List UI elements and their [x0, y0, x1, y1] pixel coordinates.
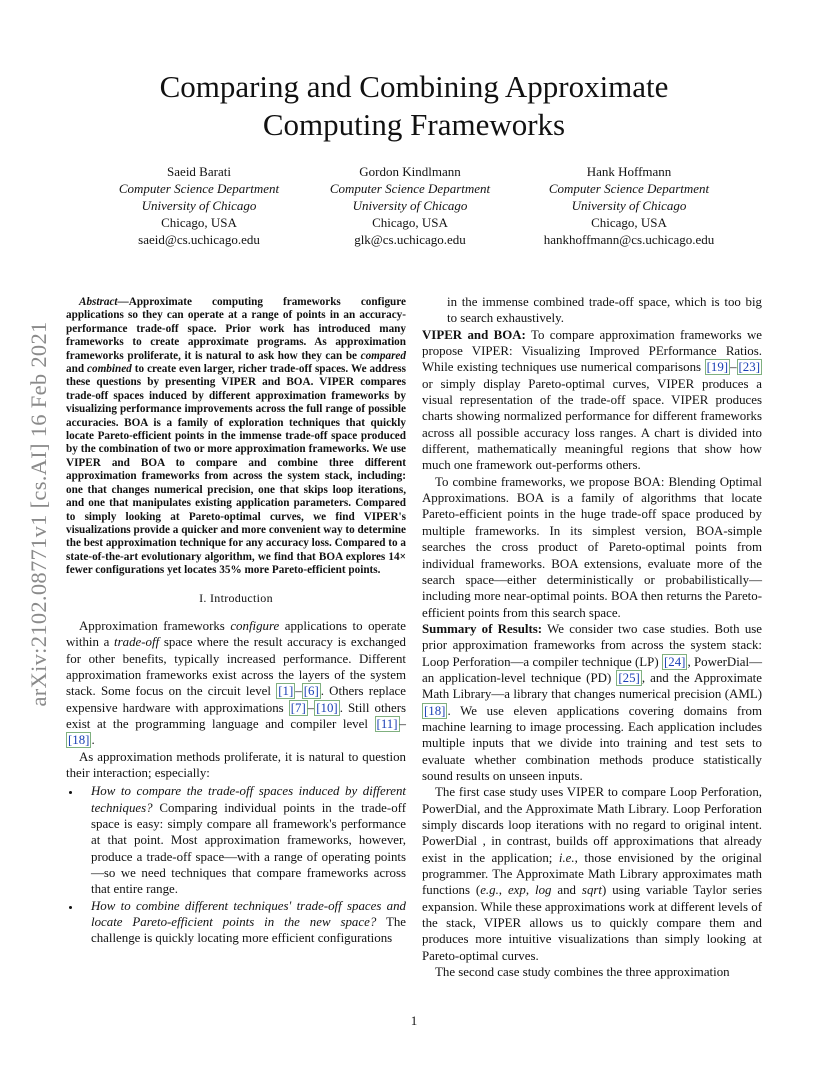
citation-link[interactable]: [18] — [424, 703, 446, 718]
text: – — [295, 684, 302, 699]
emphasis: e.g., — [480, 883, 503, 898]
question-list-item — [81, 783, 406, 897]
author-univ: University of Chicago — [141, 198, 257, 213]
boa-paragraph: To combine frameworks, we propose BOA: Blending Optimal Approximations. BOA is a family of algorithms that locate Pareto-efficient points in the huge trade-off space produced by multiple frameworks. In its simplest version, BOA-simple searches the cross product of Pareto-optimal points from individual frameworks. BOA extensions, evaluate more of the search space—either deterministically or probabilistically—including more near-optimal points. BOA then returns the Pareto-efficient points from this search space. — [422, 474, 762, 620]
intro-paragraph-1 — [66, 618, 406, 749]
intro-paragraph-2: As approximation methods proliferate, it is natural to question their interaction; especially: — [66, 749, 406, 780]
text: – — [730, 360, 737, 375]
author-dept: Computer Science Department — [548, 181, 710, 196]
arxiv-stamp — [22, 296, 56, 732]
citation-link[interactable]: [25] — [618, 670, 640, 685]
summary-paragraph — [422, 621, 762, 784]
case-study-1-paragraph — [422, 784, 762, 964]
author-location: Chicago, USA — [161, 215, 237, 230]
text: ) using variable Taylor series expansion. While these approximations work at different levels of the stack, VIPER allows us to quickly compare them and produces more intuitive visualizations than simply looking at Pareto-optimal curves. — [422, 883, 762, 963]
citation-link[interactable]: [7] — [290, 700, 306, 715]
author-email: hankhoffmann@cs.uchicago.edu — [543, 232, 715, 247]
text: Comparing individual points in the trade-off space is easy: simply compare all framework's performance at that point. Most approximation frameworks, however, produce a trade-off space—with a range of operating points—so we need techniques that compare frameworks across that entire range. — [91, 800, 406, 897]
bullet-continuation-spacer: in the immense combined trade-off space, which is too big to search exhaustively. — [447, 295, 762, 326]
text: space where the result accuracy is exchanged for other benefits, typically increased performance. Different approximation frameworks exist across the layers of the system stack. Some focus on the circuit level — [66, 635, 406, 699]
abstract-text: —Approximate computing frameworks configure applications so they can operate at a range of points in an accuracy-performance trade-off space. Prior work has introduced many frameworks to create approximate programs. As approximation frameworks proliferate, it is natural to ask how they can be — [66, 296, 406, 362]
citation-link[interactable]: [10] — [316, 700, 338, 715]
math-function: sqrt — [581, 883, 602, 898]
text: We consider two case studies. Both use prior approximation frameworks from across the system stack: Loop Perforation—a compiler technique (LP) — [422, 621, 763, 669]
abstract — [66, 296, 406, 578]
author-dept: Computer Science Department — [329, 181, 491, 196]
citation-link[interactable]: [24] — [663, 654, 686, 669]
text: . — [91, 733, 95, 748]
author-block-2 — [295, 163, 525, 248]
paragraph-heading: VIPER and BOA: — [422, 327, 526, 342]
text: . Others replace expensive hardware with approximations — [66, 684, 406, 715]
math-function: log — [534, 883, 552, 898]
citation-link[interactable]: [11] — [376, 716, 398, 731]
author-univ: University of Chicago — [352, 198, 468, 213]
text: Approximation frameworks — [79, 618, 231, 633]
abstract-emphasis: compared — [360, 349, 406, 362]
question-text: How to compare the trade-off spaces induced by different techniques? — [91, 784, 406, 815]
emphasis: trade-off — [114, 635, 160, 650]
case-study-2-paragraph: The second case study combines the three approximation — [435, 965, 730, 980]
paper-title — [0, 68, 828, 144]
author-univ: University of Chicago — [571, 198, 687, 213]
citation-link[interactable]: [1] — [278, 684, 294, 699]
arxiv-stamp-text: arXiv:2102.08771v1 [cs.AI] 16 Feb 2021 — [26, 321, 51, 707]
right-column — [422, 294, 762, 980]
author-location: Chicago, USA — [591, 215, 667, 230]
abstract-label: Abstract — [79, 296, 118, 308]
author-block-1 — [84, 163, 314, 248]
author-name: Saeid Barati — [167, 164, 231, 179]
text: To compare approximation frameworks we propose VIPER: Visualizing Improved PErformance Ratios. While existing techniques use numerical comparisons — [422, 327, 762, 375]
text: or simply display Pareto-optimal curves, VIPER produces a visual representation of the trade-off space. VIPER produces charts showing normalized performance for different frameworks across all possible accuracy loss ranges. A chart is divided into different, mathematically meaningful regions that show how much one framework out-performs others. — [422, 376, 762, 473]
author-name: Gordon Kindlmann — [359, 164, 461, 179]
text: , and the Approximate Math Library—a library that changes numerical precision (AML) — [422, 670, 762, 702]
text: , PowerDial—an application-level technique (PD) — [422, 654, 762, 685]
section-heading-introduction: I. Introduction — [199, 590, 273, 605]
question-list — [66, 783, 406, 946]
author-name: Hank Hoffmann — [586, 164, 672, 179]
math-function: exp — [507, 883, 526, 898]
citation-link[interactable]: [18] — [68, 733, 90, 748]
viper-boa-paragraph — [422, 327, 762, 474]
page-number: 1 — [410, 1013, 418, 1028]
text: The challenge is quickly locating more efficient configurations — [91, 915, 406, 946]
emphasis: configure — [230, 618, 280, 633]
author-email: saeid@cs.uchicago.edu — [138, 232, 260, 247]
text: applications to operate within a — [66, 618, 406, 650]
citation-link[interactable]: [6] — [303, 684, 319, 699]
text: . We use eleven applications covering domains from machine learning to image processing. Each application includes multiple inputs that we divide into training and test sets to evaluate whether combination methods produce statistically sound results on unseen inputs. — [422, 703, 762, 783]
citation-link[interactable]: [19] — [706, 360, 729, 375]
citation-link[interactable]: [23] — [738, 360, 760, 375]
question-list-item — [81, 898, 406, 947]
abstract-text: to create even larger, richer trade-off spaces. We address these questions by presenting VIPER and BOA. VIPER compares trade-off spaces induced by different approximation frameworks by visualizing performance improvements across the full range of possible accuracies. BOA is a family of exploration techniques that quickly locate Pareto-efficient points in the immense trade-off space produced by the combination of two or more approximation frameworks. We use VIPER and BOA to compare and combine three different approximation frameworks from across the system stack, including: one that changes numerical precision, one that skips loop iterations, and one that manipulates existing application parameters. Compared to simply looking at Pareto-optimal curves, we find VIPER's visualizations provide a quicker and more convenient way to determine the best approximation technique for any accuracy loss. Compared to a state-of-the-art evolutionary algorithm, we find that BOA explores 14× fewer configurations yet locates 35% more Pareto-efficient points. — [66, 363, 406, 577]
question-text: How to combine different techniques' trade-off spaces and locate Pareto-efficient points in the new space? — [91, 898, 406, 930]
paragraph-heading: Summary of Results: — [422, 621, 543, 636]
text: , — [525, 883, 535, 898]
text: those envisioned by the original programmer. The Approximate Math Library approximates math functions ( — [422, 850, 762, 898]
paper-title-line-1: Comparing and Combining Approximate — [159, 69, 669, 104]
text: . Still others exist at the programming language and compiler level — [66, 700, 407, 731]
text: The first case study uses VIPER to compare Loop Perforation, PowerDial, and the Approximate Math Library. Loop Perforation simply discards loop iterations with no regard to original intent. PowerDial , in contrast, builds off approximations that already exist in the application; — [422, 785, 762, 865]
left-column — [66, 296, 406, 947]
paper-title-line-2: Computing Frameworks — [262, 107, 566, 142]
emphasis: i.e., — [558, 850, 578, 865]
author-location: Chicago, USA — [372, 215, 448, 230]
author-block-3 — [514, 163, 744, 248]
text: – — [307, 700, 315, 715]
text: and — [551, 883, 582, 898]
abstract-text: and — [66, 363, 88, 376]
text: – — [399, 716, 406, 731]
author-dept: Computer Science Department — [118, 181, 280, 196]
abstract-emphasis: combined — [87, 363, 132, 376]
author-email: glk@cs.uchicago.edu — [354, 232, 466, 247]
